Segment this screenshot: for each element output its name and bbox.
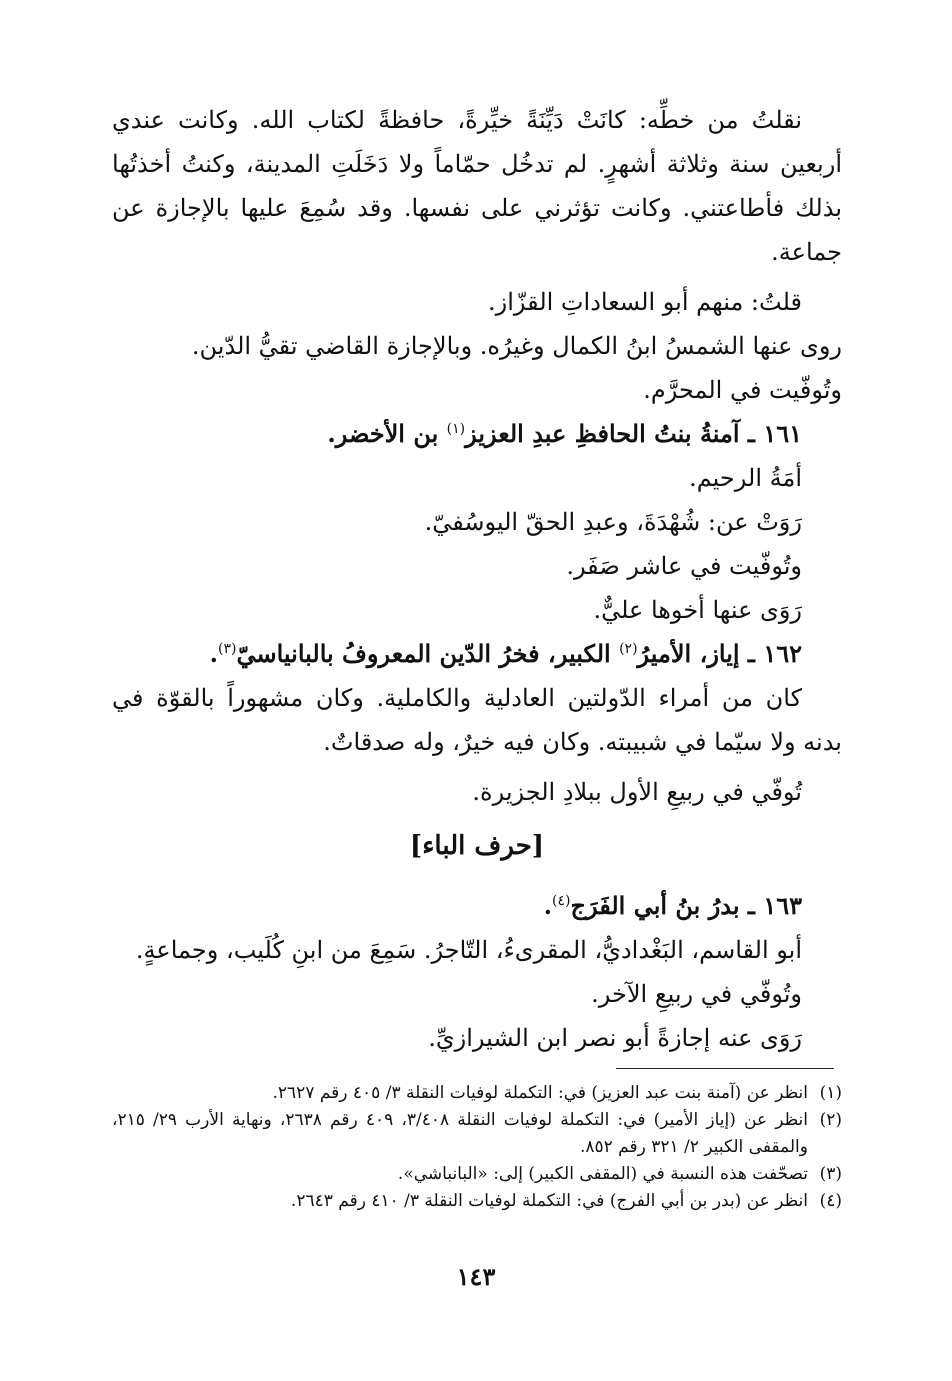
- footnote: [112, 1161, 842, 1188]
- footnote: [112, 1080, 842, 1107]
- section-heading: [حرف الباء]: [409, 831, 545, 861]
- footnote-number: (٤): [819, 1191, 842, 1211]
- entry-title-text: ١٦٢ ـ إياز، الأميرُ: [637, 639, 802, 668]
- entry-title-text: .: [543, 891, 553, 920]
- paragraph: نقلتُ من خطِّه: كانَتْ دَيِّنَةً خيِّرةً، حافظةً لكتاب الله. وكانت عندي أربعين سنة وثلاثة أشهرٍ. لم تدخُل حمّاماً ولا دَخَلَتِ المدينة، وكنتُ أخذتُها بذلك فأطاعتني. وكانت تؤثرني على نفسها. وقد سُمِعَ عليها بالإجازة عن جماعة.: [112, 106, 842, 266]
- entry-163-title: [112, 884, 842, 928]
- footnote: [112, 1188, 842, 1215]
- footnote: [112, 1107, 842, 1161]
- entry-162-title: [112, 632, 842, 676]
- entry-163-line: وتُوفّي في ربيعِ الآخر.: [591, 980, 802, 1008]
- paragraph: قلتُ: منهم أبو السعاداتِ القزّاز.: [488, 288, 802, 316]
- footnote-number: (٢): [819, 1110, 842, 1130]
- footnote-ref-3: (٣): [218, 641, 237, 657]
- entry-161-line: أمَةُ الرحيم.: [689, 464, 802, 492]
- entry-title-text: الكبير، فخرُ الدّين المعروفُ بالبانياسيّ: [236, 639, 620, 668]
- entry-161-line: وتُوفّيت في عاشر صَفَر.: [566, 552, 802, 580]
- footnote-number: (٣): [819, 1164, 842, 1184]
- entry-161-line: رَوَى عنها أخوها عليٌّ.: [593, 596, 802, 624]
- main-text: [112, 98, 842, 1060]
- entry-163-line: رَوَى عنه إجازةً أبو نصر ابن الشيرازيِّ.: [428, 1024, 802, 1052]
- footnote-text: انظر عن (إياز الأمير) في: التكملة لوفيات النقلة ٣/٤٠٨، ٤٠٩ رقم ٢٦٣٨، ونهاية الأرب ٢٩/ ٢١٥، والمقفى الكبير ٢/ ٣٢١ رقم ٨٥٢.: [112, 1110, 808, 1157]
- entry-title-text: ١٦١ ـ آمنةُ بنتُ الحافظِ عبدِ العزيز: [465, 419, 802, 448]
- entry-161-line: رَوَتْ عن: شُهْدَةَ، وعبدِ الحقّ اليوسُفيّ.: [424, 508, 802, 536]
- page-number: ١٤٣: [456, 1262, 496, 1291]
- footnote-text: تصحّفت هذه النسبة في (المقفى الكبير) إلى: «البانباشي».: [397, 1164, 808, 1184]
- footnote-divider: [616, 1068, 834, 1069]
- footnote-ref-1: (١): [446, 421, 466, 437]
- footnotes: [112, 1080, 842, 1215]
- paragraph: وتُوفّيت في المحرَّم.: [643, 376, 842, 404]
- footnote-text: انظر عن (بدر بن أبي الفرج) في: التكملة لوفيات النقلة ٣/ ٤١٠ رقم ٢٦٤٣.: [290, 1191, 808, 1211]
- entry-161-title: [112, 412, 842, 456]
- entry-163-line: أبو القاسم، البَغْداديُّ، المقرىءُ، التّاجرُ. سَمِعَ من ابنِ كُلَيب، وجماعةٍ.: [135, 936, 802, 964]
- footnote-ref-2: (٢): [619, 641, 638, 657]
- paragraph: روى عنها الشمسُ ابنُ الكمال وغيرُه. وبالإجازة القاضي تقيُّ الدّين.: [191, 332, 842, 360]
- footnote-number: (١): [819, 1083, 842, 1103]
- entry-162-paragraph: كان من أمراء الدّولتين العادلية والكاملية. وكان مشهوراً بالقوّة في بدنه ولا سيّما في شبيبته. وكان فيه خيرٌ، وله صدقاتٌ.: [112, 684, 842, 756]
- entry-title-text: .: [209, 639, 219, 668]
- footnote-text: انظر عن (آمنة بنت عبد العزيز) في: التكملة لوفيات النقلة ٣/ ٤٠٥ رقم ٢٦٢٧.: [272, 1083, 808, 1103]
- entry-title-text: ١٦٣ ـ بدرُ بنُ أبي الفَرَج: [570, 891, 802, 920]
- entry-162-paragraph: تُوفّي في ربيعِ الأول ببلادِ الجزيرة.: [472, 778, 802, 806]
- footnote-ref-4: (٤): [552, 893, 571, 909]
- entry-title-text: بن الأخضر.: [327, 419, 447, 448]
